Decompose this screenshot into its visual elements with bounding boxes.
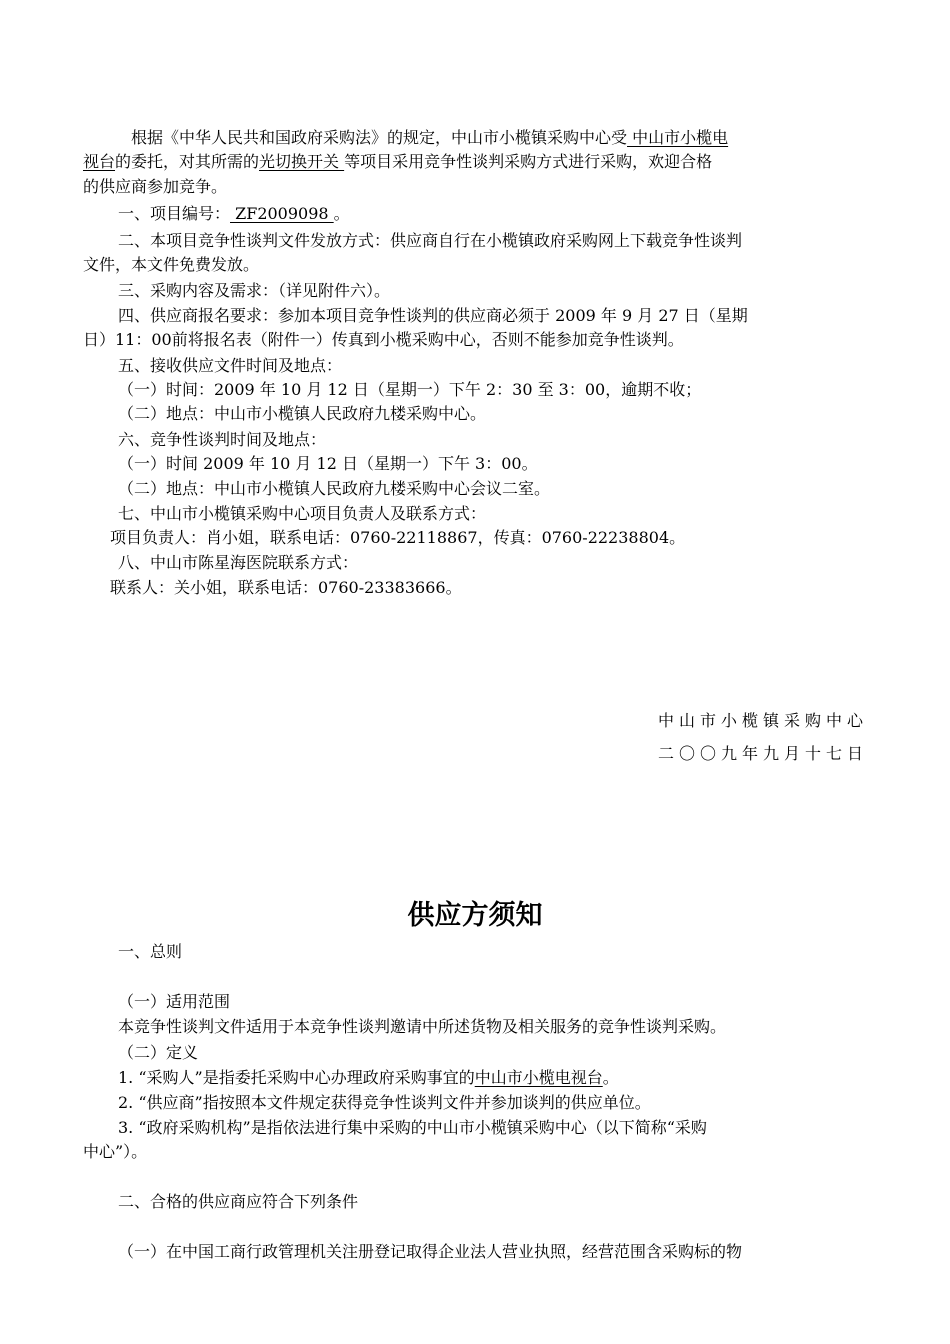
date: 二〇〇九年九月十七日 [657, 744, 868, 763]
text: 1. “采购人”是指委托采购中心办理政府采购事宜的 [118, 1068, 475, 1087]
qualification-1: （一）在中国工商行政管理机关注册登记取得企业法人营业执照，经营范围含采购标的物 [118, 1242, 743, 1261]
notice-paragraph-line [83, 150, 712, 174]
negotiation-place: （二）地点：中山市小榄镇人民政府九楼采购中心会议二室。 [118, 479, 551, 498]
definition-3-cont: 中心”）。 [83, 1142, 148, 1161]
distribution-method-cont: 文件，本文件免费发放。 [83, 255, 260, 274]
text: 的委托，对其所需的 [115, 152, 260, 171]
notice-paragraph-line [131, 126, 728, 150]
definition-3: 3. “政府采购机构”是指依法进行集中采购的中山市小榄镇采购中心（以下简称“采购 [118, 1118, 707, 1137]
scope-heading: （一）适用范围 [118, 992, 231, 1011]
purchaser-name-underlined: 中山市小榄电 [627, 128, 729, 147]
definition-1 [118, 1066, 619, 1090]
section-title: 供应方须知 [407, 900, 543, 931]
item-name-underlined: 光切换开关 [259, 152, 345, 171]
receive-heading: 五、接收供应文件时间及地点： [118, 356, 343, 375]
purchase-content: 三、采购内容及需求：（详见附件六）。 [118, 281, 391, 300]
contact-details: 项目负责人：肖小姐，联系电话：0760-22118867，传真：0760-22238804。 [110, 528, 686, 547]
text: 。 [333, 204, 350, 223]
qualification-heading: 二、合格的供应商应符合下列条件 [118, 1192, 359, 1211]
text: 等项目采用竞争性谈判采购方式进行采购，欢迎合格 [344, 152, 713, 171]
distribution-method: 二、本项目竞争性谈判文件发放方式：供应商自行在小榄镇政府采购网上下载竞争性谈判 [118, 231, 743, 250]
receive-time: （一）时间：2009 年 10 月 12 日（星期一）下午 2：30 至 3：00，逾期不收； [118, 380, 702, 399]
hospital-contact-details: 联系人：关小姐，联系电话：0760-23383666。 [110, 578, 462, 597]
general-heading: 一、总则 [118, 942, 183, 961]
text: 。 [602, 1068, 619, 1087]
registration-requirement: 四、供应商报名要求：参加本项目竞争性谈判的供应商必须于 2009 年 9 月 27 日（星期 [118, 306, 748, 325]
scope-text: 本竞争性谈判文件适用于本竞争性谈判邀请中所述货物及相关服务的竞争性谈判采购。 [118, 1017, 727, 1036]
definition-2: 2. “供应商”指按照本文件规定获得竞争性谈判文件并参加谈判的供应单位。 [118, 1093, 651, 1112]
notice-paragraph-line: 的供应商参加竞争。 [83, 177, 228, 196]
purchaser-name-underlined: 视台 [83, 152, 116, 171]
purchaser-name-underlined: 中山市小榄电视台 [474, 1068, 603, 1087]
definition-heading: （二）定义 [118, 1043, 199, 1062]
text: 一、项目编号： [118, 204, 231, 223]
signature: 中山市小榄镇采购中心 [657, 711, 868, 730]
project-number-value: ZF2009098 [230, 204, 334, 223]
hospital-contact-heading: 八、中山市陈星海医院联系方式： [118, 553, 359, 572]
negotiation-heading: 六、竞争性谈判时间及地点： [118, 430, 327, 449]
project-number [118, 202, 350, 226]
negotiation-time: （一）时间 2009 年 10 月 12 日（星期一）下午 3：00。 [118, 454, 538, 473]
contact-heading: 七、中山市小榄镇采购中心项目负责人及联系方式： [118, 504, 487, 523]
text: 根据《中华人民共和国政府采购法》的规定，中山市小榄镇采购中心受 [131, 128, 628, 147]
registration-requirement-cont: 日）11：00前将报名表（附件一）传真到小榄采购中心，否则不能参加竞争性谈判。 [83, 330, 684, 349]
receive-place: （二）地点：中山市小榄镇人民政府九楼采购中心。 [118, 404, 487, 423]
